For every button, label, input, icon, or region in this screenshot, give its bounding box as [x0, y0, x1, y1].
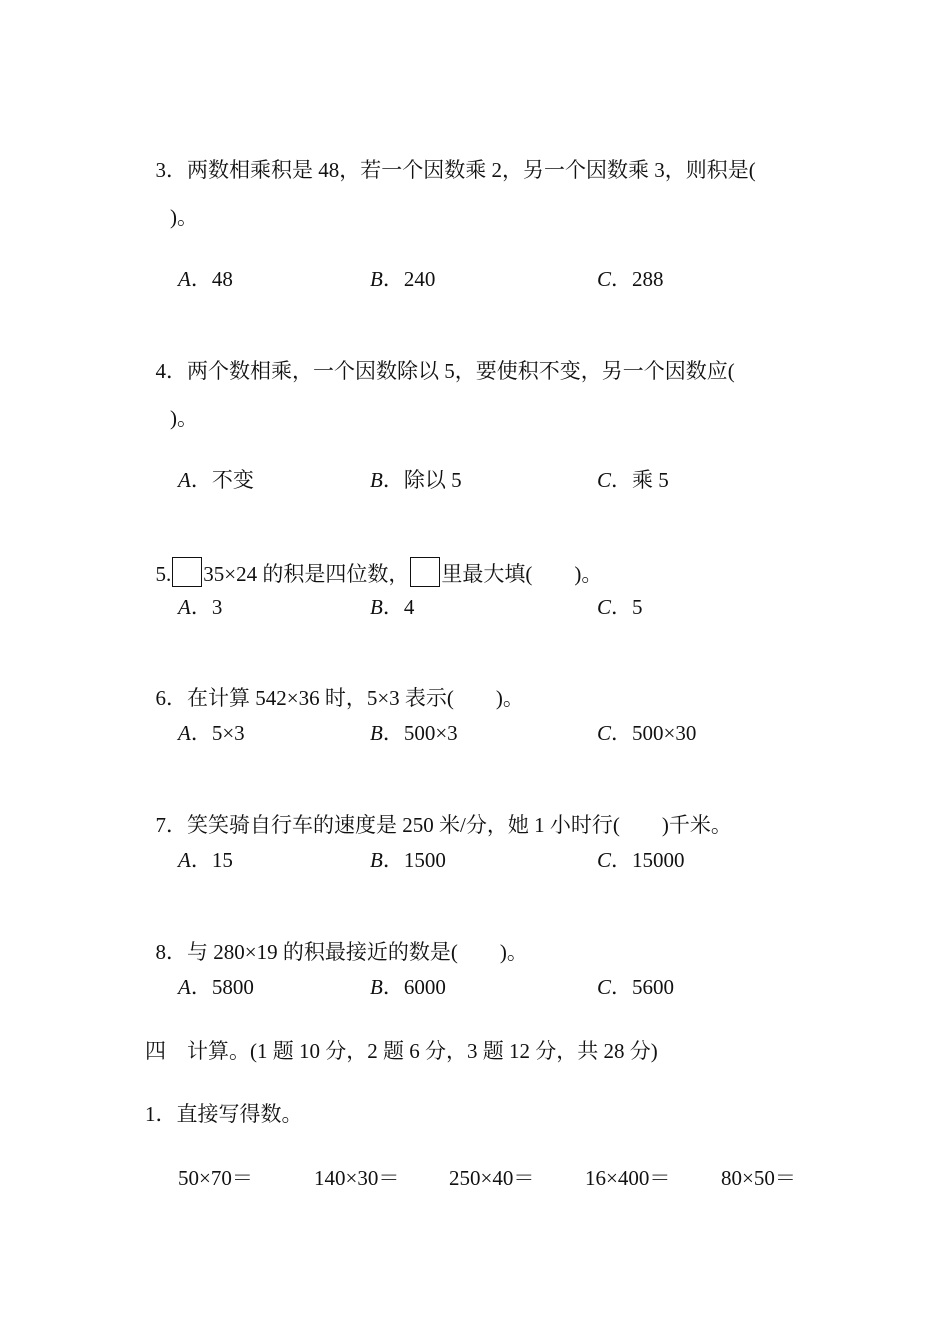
question-3: [145, 128, 756, 184]
calc-item: 80×50＝: [721, 1166, 796, 1190]
calc-item: 250×40＝: [449, 1166, 535, 1190]
option-c: C．5600: [597, 975, 675, 999]
question-3-continuation: )。: [170, 205, 198, 229]
question-7: [145, 783, 732, 839]
question-5: [145, 529, 602, 588]
option-c: C．5: [597, 595, 643, 619]
option-a: A．5800: [178, 975, 254, 999]
option-a: A．3: [178, 595, 223, 619]
question-4: [145, 329, 735, 385]
option-a: A．15: [178, 848, 233, 872]
option-b: B．500×3: [370, 721, 458, 745]
question-text: 在计算 542×36 时，5×3 表示( )。: [187, 686, 524, 710]
question-text: 两数相乘积是 48，若一个因数乘 2，另一个因数乘 3，则积是(: [187, 158, 756, 182]
question-number: 8．: [155, 940, 187, 964]
section-question-1: 1．直接写得数。: [145, 1102, 303, 1126]
blank-box: [410, 557, 440, 587]
option-c: C．乘 5: [597, 468, 669, 492]
question-number: 5.: [155, 562, 172, 586]
option-b: B．1500: [370, 848, 446, 872]
option-a: A．不变: [178, 468, 254, 492]
section-heading: 四 计算。(1 题 10 分，2 题 6 分，3 题 12 分，共 28 分): [145, 1039, 658, 1063]
option-b: B．4: [370, 595, 415, 619]
option-c: C．288: [597, 267, 664, 291]
question-text: 两个数相乘，一个因数除以 5，要使积不变，另一个因数应(: [187, 359, 735, 383]
option-a: A．48: [178, 267, 233, 291]
question-text: 与 280×19 的积最接近的数是( )。: [187, 940, 528, 964]
option-b: B．240: [370, 267, 436, 291]
question-8: [145, 910, 528, 966]
calc-item: 140×30＝: [314, 1166, 400, 1190]
question-number: 7．: [155, 813, 187, 837]
option-c: C．15000: [597, 848, 685, 872]
option-b: B．6000: [370, 975, 446, 999]
question-number: 4．: [155, 359, 187, 383]
calc-item: 16×400＝: [585, 1166, 671, 1190]
option-b: B．除以 5: [370, 468, 462, 492]
blank-box: [172, 557, 202, 587]
question-4-continuation: )。: [170, 406, 198, 430]
question-text: 35×24 的积是四位数，: [203, 562, 410, 586]
option-c: C．500×30: [597, 721, 697, 745]
question-text: 笑笑骑自行车的速度是 250 米/分，她 1 小时行( )千米。: [187, 813, 732, 837]
calc-item: 50×70＝: [178, 1166, 253, 1190]
question-number: 6．: [155, 686, 187, 710]
question-text: 里最大填( )。: [441, 562, 603, 586]
option-a: A．5×3: [178, 721, 245, 745]
question-6: [145, 656, 524, 712]
question-number: 3．: [155, 158, 187, 182]
